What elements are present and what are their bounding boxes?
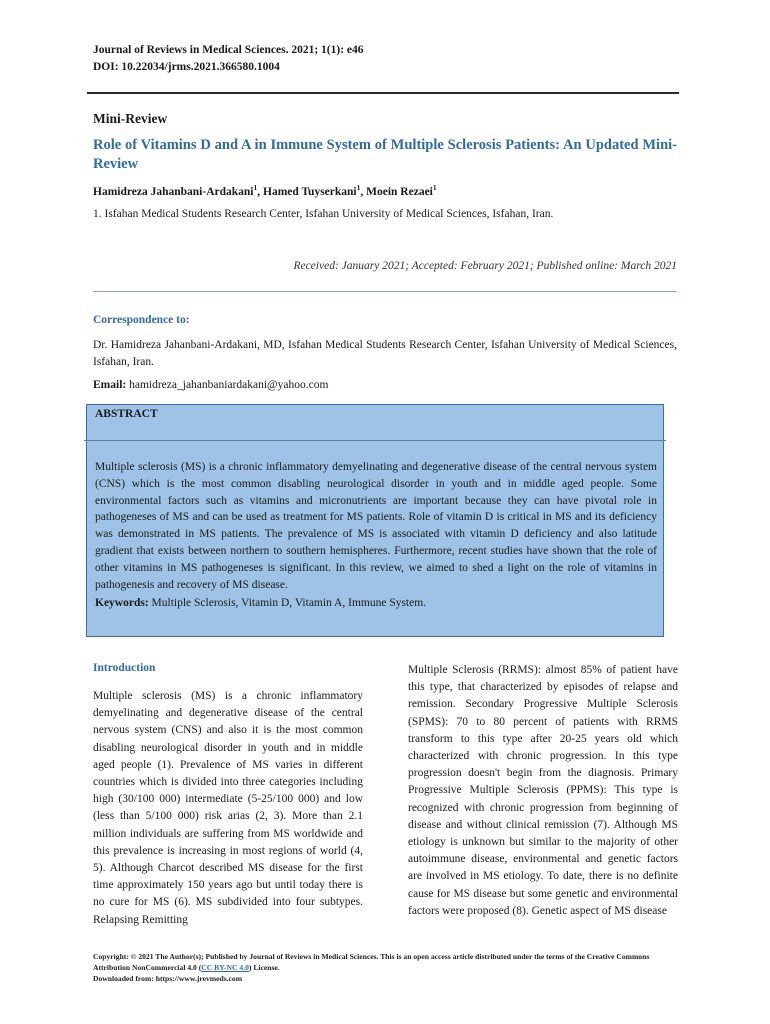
body-column-left: Multiple sclerosis (MS) is a chronic inflammatory demyelinating and degenerative disease of the central nervous system (CNS) and also it is the most common disabling neurological disorder in youth and in middle aged people (1). Prevalence of MS varies in different countries which is divided into three categories including high (30/100 000) intermediate (5-25/100 000) and low (less than 5/100 000) risk arias (2, 3). More than 2.1 million individuals are suffering from MS worldwide and this prevalence is increasing in most regions of world (4, 5). Although Charcot described MS disease for the first time approximately 150 years ago but until today there is no cure for MS (6). MS subdivided into four subtypes. Relapsing Remitting	[93, 690, 363, 926]
header-divider	[87, 92, 679, 94]
license-link[interactable]: CC BY-NC 4.0	[201, 963, 249, 972]
author-separator: ,	[257, 185, 263, 198]
abstract-box	[86, 404, 664, 637]
keywords-label: Keywords:	[95, 597, 149, 609]
author-affiliation-mark: 1	[432, 183, 437, 192]
dates-divider	[93, 291, 677, 292]
affiliation: 1. Isfahan Medical Students Research Center, Isfahan University of Medical Sciences, Isfahan, Iran.	[93, 208, 554, 220]
body-column-right: Multiple Sclerosis (RRMS): almost 85% of patient have this type, that characterized by episodes of relapse and remission. Secondary Progressive Multiple Sclerosis (SPMS): 70 to 80 percent of patients with RRMS transform to this type after 20-25 years old which characterized with chronic progression. In this type progression doesn't begin from the diagnosis. Primary Progressive Multiple Sclerosis (PPMS): This type is recognized with chronic progression from beginning of disease and without clinical remission (7). Although MS etiology is unknown but similar to the majority of other autoimmune disease, environmental and genetic factors are involved in MS etiology. To date, there is no definite cause for MS disease but some genetic and environmental factors were proposed (8). Genetic aspect of MS disease	[408, 664, 678, 917]
keywords	[95, 597, 426, 609]
copyright-text: Copyright: © 2021 The Author(s); Published by Journal of Reviews in Medical Sciences. This is an open access article distributed under the terms of the Creative Commons Attribution NonCommercial 4.0 (	[93, 952, 650, 972]
author-affiliation-mark: 1	[253, 183, 258, 192]
doi[interactable]: DOI: 10.22034/jrms.2021.366580.1004	[93, 61, 280, 73]
email-address[interactable]: hamidreza_jahanbaniardakani@yahoo.com	[129, 379, 329, 391]
journal-header	[93, 42, 364, 76]
journal-citation: Journal of Reviews in Medical Sciences. 2021; 1(1): e46	[93, 44, 364, 56]
author-separator: ,	[360, 185, 367, 198]
author-affiliation-mark: 1	[356, 183, 361, 192]
author-name: Hamidreza Jahanbani-Ardakani	[93, 185, 254, 198]
author-name: Hamed Tuyserkani	[263, 185, 357, 198]
article-title: Role of Vitamins D and A in Immune System of Multiple Sclerosis Patients: An Updated Mini-Review	[93, 137, 677, 172]
abstract-text: Multiple sclerosis (MS) is a chronic inflammatory demyelinating and degenerative disease of the central nervous system (CNS) which is the most common disabling neurological disorder in youth and in middle aged people. Some environmental factors such as vitamins and micronutrients are important because they can have pivotal role in pathogeneses of MS and can be used as treatment for MS patients. Role of vitamin D is critical in MS and its deficiency was demonstrated in MS patients. The prevalence of MS is associated with vitamin D deficiency and also latitude gradient that exists between northern to southern hemispheres. Furthermore, recent studies have shown that the role of other vitamins in MS pathogeneses is significant. In this review, we aimed to shed a light on the role of vitamins in pathogenesis and recovery of MS disease.	[95, 461, 657, 591]
abstract-heading: ABSTRACT	[95, 408, 158, 420]
publication-dates: Received: January 2021; Accepted: February 2021; Published online: March 2021	[293, 260, 677, 272]
copyright-footer	[93, 951, 677, 984]
email-label: Email:	[93, 379, 127, 391]
author-name: Moein Rezaei	[366, 185, 433, 198]
article-type: Mini-Review	[93, 111, 168, 126]
author-list	[93, 183, 437, 198]
keywords-list: Multiple Sclerosis, Vitamin D, Vitamin A, Immune System.	[151, 597, 427, 609]
email-line	[93, 379, 328, 391]
downloaded-from[interactable]: Downloaded from: https://www.jrevmeds.com	[93, 974, 243, 983]
correspondence-body: Dr. Hamidreza Jahanbani-Ardakani, MD, Isfahan Medical Students Research Center, Isfahan University of Medical Sciences, Isfahan, Iran.	[93, 339, 677, 368]
correspondence-heading: Correspondence to:	[93, 314, 190, 326]
abstract-divider	[84, 440, 666, 441]
copyright-text-end: ) License.	[248, 963, 280, 972]
introduction-heading: Introduction	[93, 662, 156, 674]
